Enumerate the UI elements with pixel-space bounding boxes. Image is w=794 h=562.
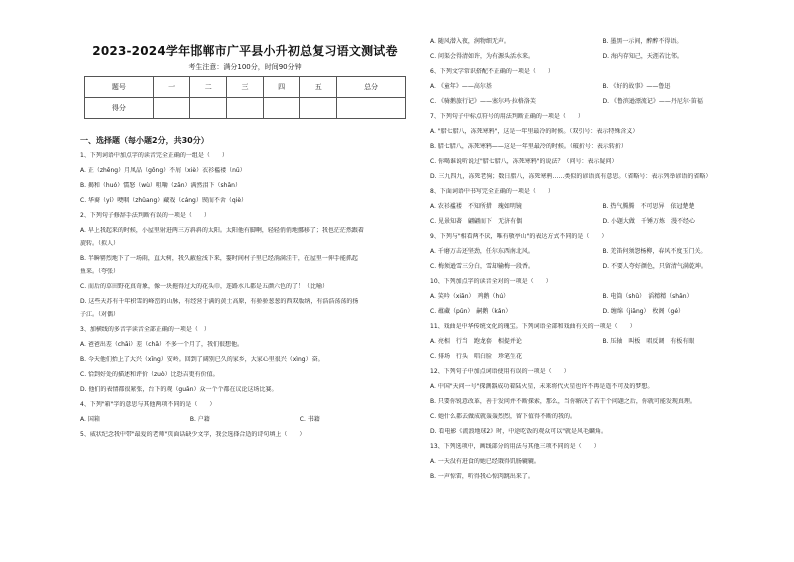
question-5: 5、威状纪念我中带"最爱的老师"页面话缺少文字，我会选择合适的诗句填上（ ） <box>80 431 306 438</box>
score-table <box>84 76 406 119</box>
option-13a: A. 一天没有进食的她已经饿得饥肠辘辘。 <box>430 458 540 465</box>
option-6d: D. 《鲁滨逊漂流记》——丹尼尔·笛福 <box>602 98 703 105</box>
question-2: 2、下列句子修辞手法判断有误的一项是（ ） <box>80 212 210 219</box>
options-11-ab <box>430 338 775 346</box>
question-13: 13、下列选项中，画线部分的用法与其他三项不同的是（ ） <box>430 443 600 450</box>
option-1a: A. 正（zhēng）月凤品（gōng）不屑（xiè）衣衫褴褛（nǚ） <box>80 167 246 174</box>
option-8d: D. 小题大做 千锤万炼 漫不经心 <box>602 218 695 225</box>
score-header-cell: 五 <box>300 77 337 98</box>
options-8-ab <box>430 203 775 211</box>
option-8b: B. 热气腾腾 不可思异 依冠楚楚 <box>602 203 695 210</box>
options-9-ab <box>430 248 775 256</box>
question-9: 9、下列与"相看两不厌，唯有敬亭山"的表达方式不同的是（ ） <box>430 233 608 240</box>
question-4: 4、下列"箱"字的意思与其他两项不同的是（ ） <box>80 401 216 408</box>
option-6c: C. 《骑鹅旅行记》——塞尔玛·拉格洛芙 <box>430 98 536 105</box>
exam-notice: 考生注意：满分100分，时间90分钟 <box>188 63 302 71</box>
options-6-cd <box>430 98 775 106</box>
option-2d-cont: 子江。（对偶） <box>80 311 120 318</box>
option-10d: D. 缠绵（jiāng） 枚阁（gé） <box>602 308 685 315</box>
option-5c: C. 问渠会得清如许，为有源头活水来。 <box>430 53 535 60</box>
question-11: 11、戏曲是中华传统文化的瑰宝。下列词语全部和戏曲有关的一项是（ ） <box>430 323 636 330</box>
option-5a: A. 随风潜入夜，润物细无声。 <box>430 38 510 45</box>
option-11c: C. 排场 行头 唱白脸 珍笔生花 <box>430 353 523 360</box>
option-7b: B. 腊七腊八，冻死寒鸦——这是一年里最冷的时候。（破折号：表示转折） <box>430 143 627 150</box>
option-1b: B. 揭和（huó）懦怒（wù）咀嚼（zān）满然泪下（shān） <box>80 182 241 189</box>
score-cell[interactable] <box>227 98 264 119</box>
score-header-cell: 总分 <box>337 77 406 98</box>
option-5b: B. 墨黑一示间，醉醉不得语。 <box>602 38 683 45</box>
option-12b: B. 只要你锐意改革，善于发问并不断探索，那么，当你解决了若干个问题之后，你就可能发现真理。 <box>430 398 696 405</box>
option-8c: C. 见景知著 翩翩而下 无济有偶 <box>430 218 523 225</box>
option-7a: A. "腊七腊八，冻死寒鸦"，这是一年里最冷的时候。（双引号：表示特殊含义） <box>430 128 639 135</box>
options-5-ab <box>430 38 775 46</box>
question-6: 6、下列文学常识搭配不正确的一项是（ ） <box>430 68 554 75</box>
options-5-cd <box>430 53 775 61</box>
option-9d: D. 不要人夸好颜色，只留清气满乾坤。 <box>602 263 707 270</box>
option-5d: D. 海内存知己，天涯若比邻。 <box>602 53 683 60</box>
score-cell[interactable] <box>153 98 190 119</box>
option-6b: B. 《好的故事》——鲁迅 <box>602 83 671 90</box>
option-12d: D. 看电影《流浪地球2》时，中途吃饭的观众可以"就是风毛麟角。 <box>430 428 608 435</box>
options-10-cd <box>430 308 775 316</box>
option-3c: C. 恰到好处的描述和评价（zuò）比恐吉更有价值。 <box>80 371 219 378</box>
option-2c: C. 而后的草田野花真奇象，像一块拖得过大的花头巾，连路水儿都是五颜六色的了！（比喻） <box>80 283 329 290</box>
option-3d: D. 他们的表情都很紧张，台下的观（guān）众一个个都在议论这场比赛。 <box>80 386 278 393</box>
options-8-cd <box>430 218 775 226</box>
option-12c: C. 她什么都去做成就轰轰烈烈，留下值得不断的我的。 <box>430 413 577 420</box>
options-6-ab <box>430 83 775 91</box>
question-8: 8、下面词语中书写完全正确的一项是（ ） <box>430 188 554 195</box>
right-column <box>430 38 775 488</box>
option-2a: A. 早上我起来的时候，小屋里射进两三方斜斜的太阳。太阳他有脚啊，轻轻俏俏地挪移了；我也茫茫然跟着 <box>80 227 364 234</box>
option-4b: B. 户籍 <box>189 416 210 423</box>
option-9b: B. 羌笛何须怨杨柳，春风不度玉门关。 <box>602 248 707 255</box>
score-header-cell: 题号 <box>85 77 154 98</box>
score-table-score-row <box>85 98 406 119</box>
option-11b: B. 压轴 叫板 唱反调 有板有眼 <box>602 338 695 345</box>
section-heading: 一、选择题（每小题2分，共30分） <box>80 136 209 145</box>
option-9c: C. 梅须逊雪三分白，雪却输梅一段香。 <box>430 263 535 270</box>
options-4 <box>80 416 410 424</box>
question-12: 12、下列句子中加点词语使用有误的一项是（ ） <box>430 368 570 375</box>
option-2b-cont: 鱼来。（夸张） <box>80 268 120 275</box>
option-6a: A. 《童年》——高尔基 <box>430 83 492 90</box>
option-3b: B. 今天他们抬上了大兴（xīng）安岭。回到了阔别已久的家乡，大家心里很兴（xìng）奋。 <box>80 356 324 363</box>
question-3: 3、加横线的多音字读音全部正确的一项是（ ） <box>80 326 210 333</box>
score-header-cell: 二 <box>190 77 227 98</box>
option-8a: A. 农衫褴褛 不知所措 瑰如明镜 <box>430 203 522 210</box>
score-header-cell: 三 <box>227 77 264 98</box>
option-10c: C. 蕴藏（pǔn） 嗣鹅（kǎn） <box>430 308 512 315</box>
option-1c: C. 华裔（yí）哽咽（zhǔang）藏戏（cáng）锲而不舍（qiè） <box>80 197 248 204</box>
score-cell[interactable] <box>300 98 337 119</box>
options-10-ab <box>430 293 775 301</box>
options-9-cd <box>430 263 775 271</box>
score-header-cell: 四 <box>263 77 300 98</box>
option-10b: B. 电筒（shǔ） 滔精精（shān） <box>602 293 693 300</box>
score-row-label: 得分 <box>85 98 154 119</box>
option-9a: A. 千磨万击还坚劲，任尔东西南北风。 <box>430 248 534 255</box>
option-2b: B. 半瞬罂烈地下了一场雨，直大树，我久蔽捡浅下来，霎时间村子里已经淌满洼干，在屋里一伸手能抓起 <box>80 255 358 262</box>
option-10a: A. 笑吟（xiān） 鸡鹅（hú） <box>430 293 510 300</box>
option-3a: A. 爸爸出差（chāi）差（chā）不多一个月了，我们很想他。 <box>80 341 244 348</box>
option-11a: A. 亮相 行当 跑龙套 相提并论 <box>430 338 522 345</box>
option-7d: D. 三九四九，冻死老狗；数日腊八，冻死寒鸦……类似的谚语真有意思。（省略号：表示列举谚语的省略） <box>430 173 712 180</box>
option-12a: A. 中国"天问一号"探测器成功着陆火星，未来将代火星也许不再是遥不可及的梦想。 <box>430 383 654 390</box>
question-1: 1、下列词语中加点字的读音完全正确的一组是（ ） <box>80 152 228 159</box>
exam-title: 2023-2024学年邯郸市广平县小升初总复习语文测试卷 <box>92 44 398 58</box>
option-13b: B. 一声惊雷，听得我心惊肉跳出来了。 <box>430 473 534 480</box>
score-cell[interactable] <box>190 98 227 119</box>
question-10: 10、下列加点字的读音全对的一项是（ ） <box>430 278 552 285</box>
option-4a: A. 国箱 <box>80 416 100 423</box>
option-2d: D. 这些天苏有千年积雪的峰峦的山脉，有经营于满的黄土高原，有骄骄葱葱的西双版纳，有浩浩荡荡的扬 <box>80 298 359 305</box>
option-2a-cont: 旋转。（拟人） <box>80 240 120 247</box>
option-7c: C. 你喝谁说听说过"腊七腊八，冻死寒鸦"的说法？（问号：表示疑问） <box>430 158 618 165</box>
score-cell[interactable] <box>263 98 300 119</box>
question-7: 7、下列句子中标点符号的用法判断正确的一项是（ ） <box>430 113 584 120</box>
score-table-header-row <box>85 77 406 98</box>
score-header-cell: 一 <box>153 77 190 98</box>
option-4c: C. 书籍 <box>299 416 320 423</box>
score-cell[interactable] <box>337 98 406 119</box>
left-column <box>80 38 410 446</box>
